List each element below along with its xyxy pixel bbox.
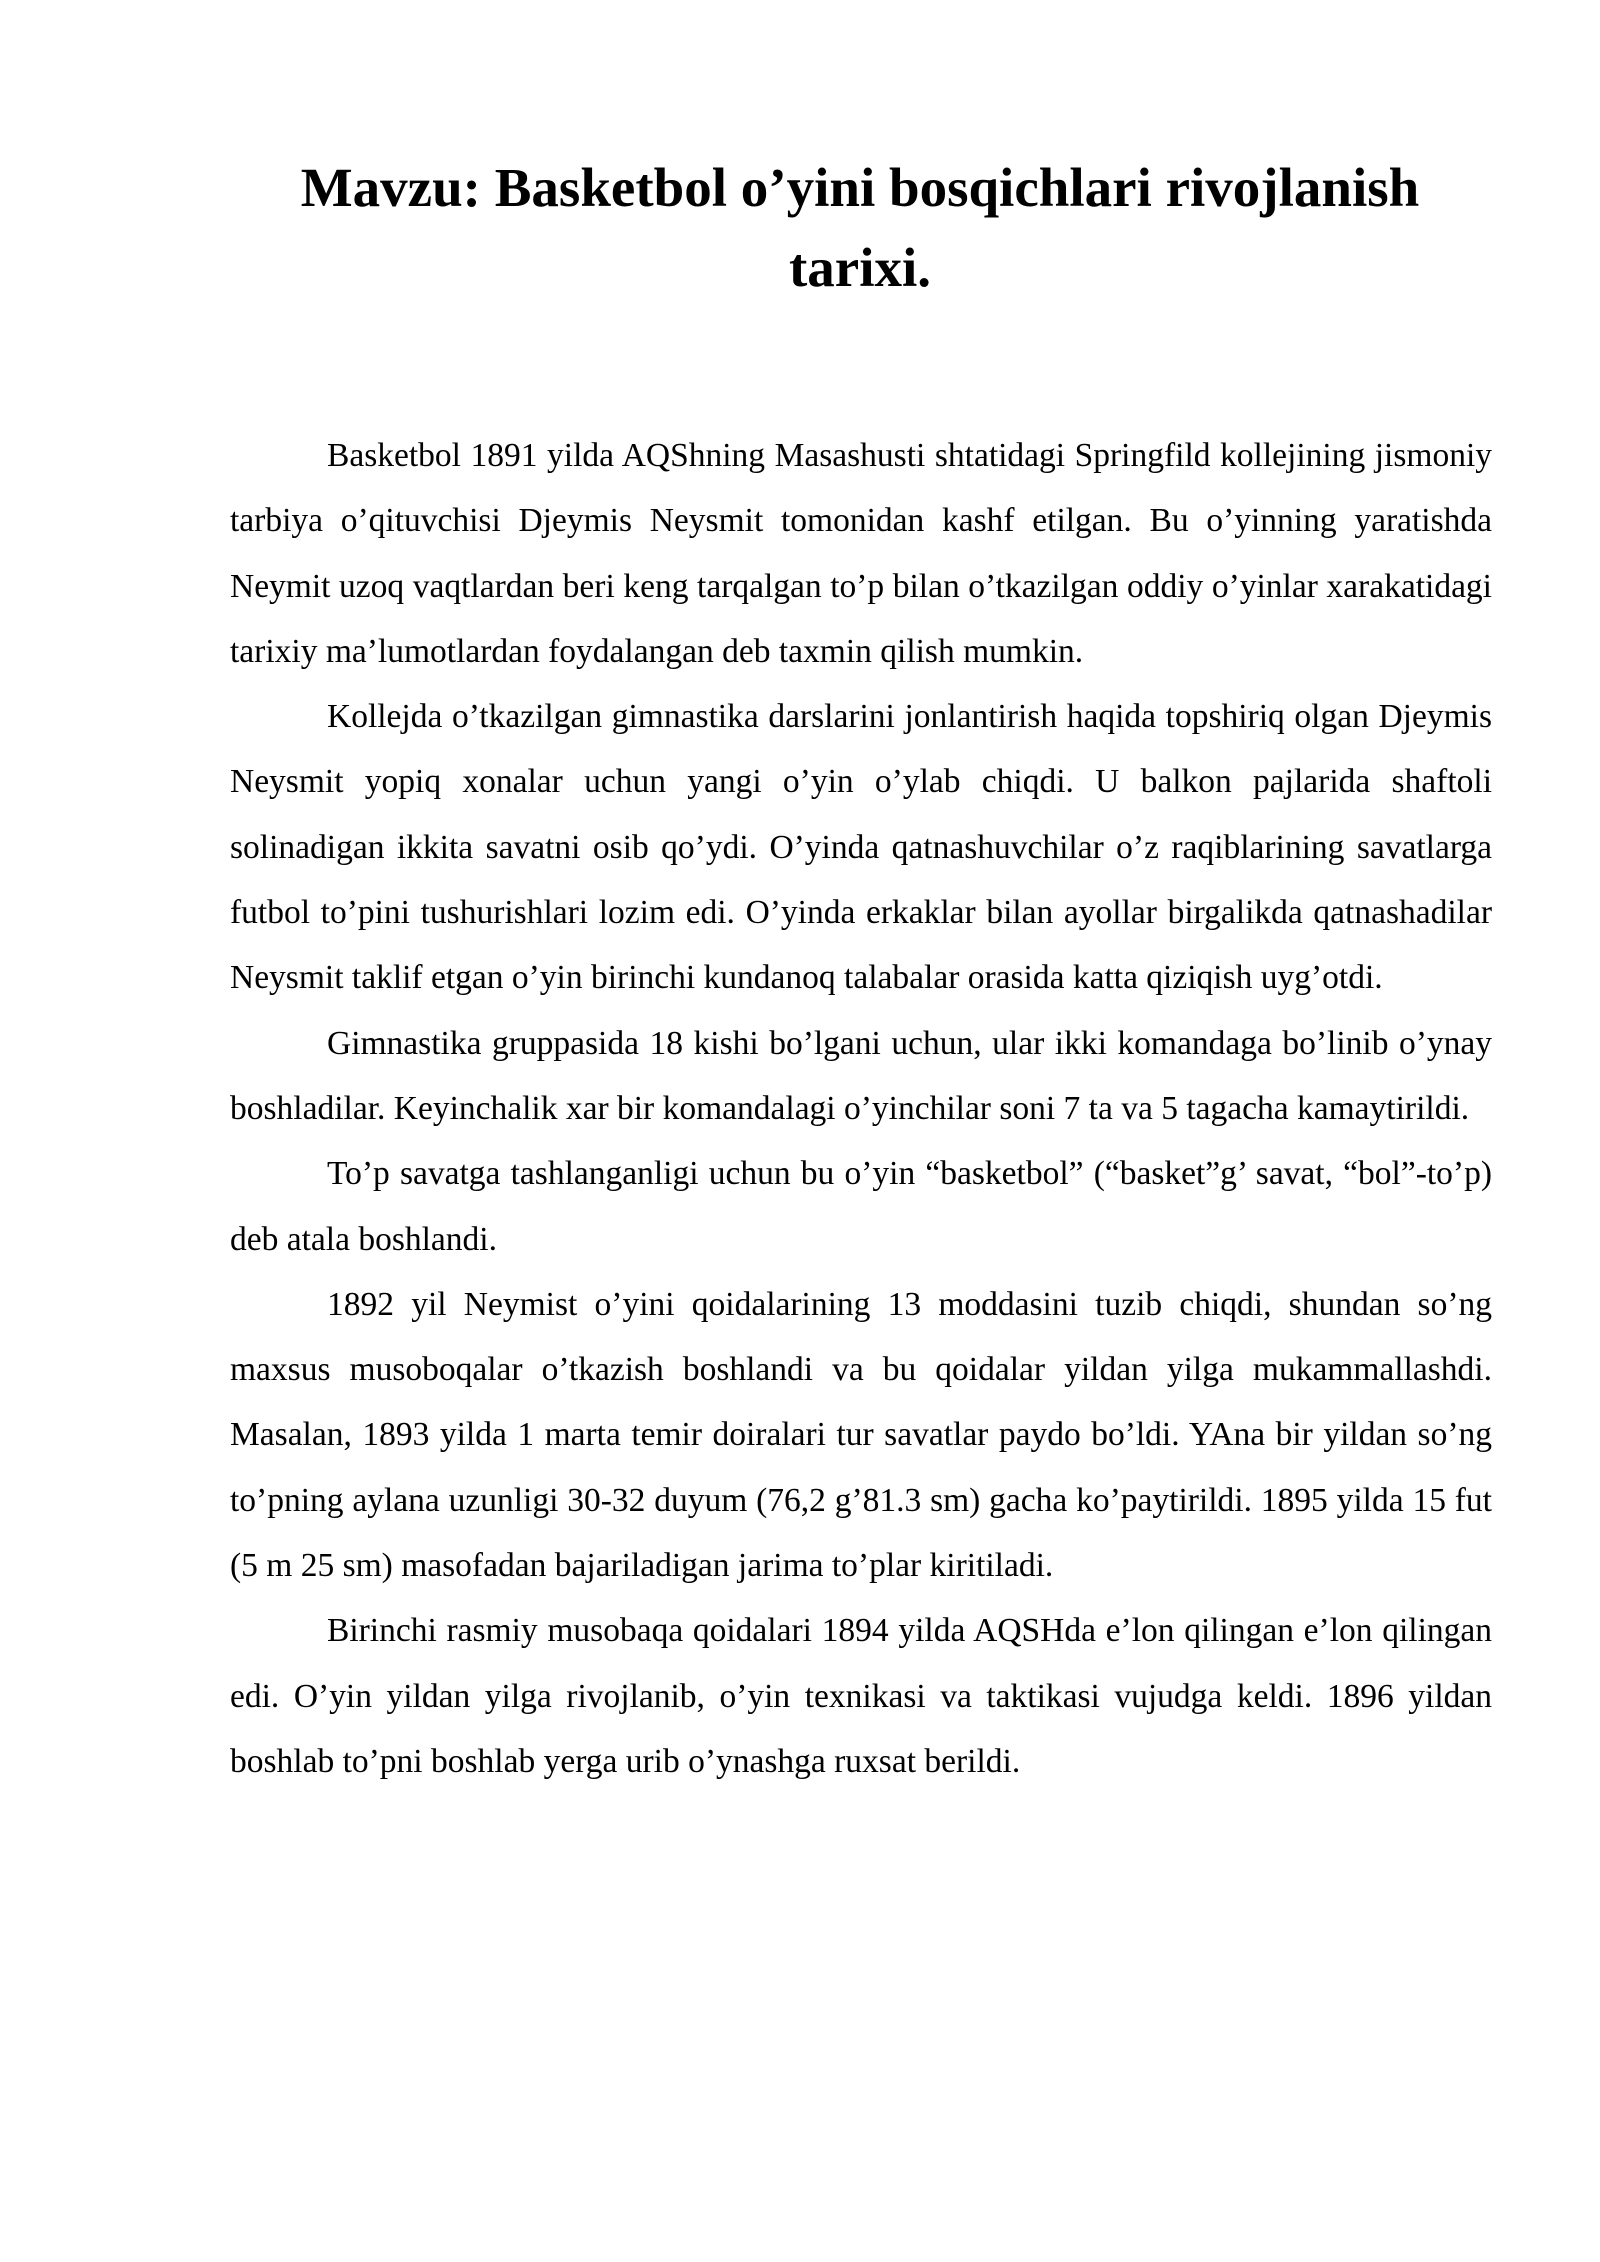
paragraph-1: Basketbol 1891 yilda AQShning Masashusti shtatidagi Springfild kollejining jismoniy tarbiya o’qituvchisi Djeymis Neysmit tomonidan kashf etilgan. Bu o’yinning yaratishda Neymit uzoq vaqtlardan beri keng tarqalgan to’p bilan o’tkazilgan oddiy o’yinlar xarakatidagi tarixiy ma’lumotlardan foydalangan deb taxmin qilish mumkin. <box>230 437 1492 670</box>
document-title: Mavzu: Basketbol o’yini bosqichlari rivojlanish tarixi. <box>300 157 1420 298</box>
document-body <box>230 423 1492 1794</box>
paragraph-2: Kollejda o’tkazilgan gimnastika darslarini jonlantirish haqida topshiriq olgan Djeymis Neysmit yopiq xonalar uchun yangi o’yin o’ylab chiqdi. U balkon pajlarida shaftoli solinadigan ikkita savatni osib qo’ydi. O’yinda qatnashuvchilar o’z raqiblarining savatlarga futbol to’pini tushurishlari lozim edi. O’yinda erkaklar bilan ayollar birgalikda qatnashadilar Neysmit taklif etgan o’yin birinchi kundanoq talabalar orasida katta qiziqish uyg’otdi. <box>230 698 1492 997</box>
paragraph-5: 1892 yil Neymist o’yini qoidalarining 13 moddasini tuzib chiqdi, shundan so’ng maxsus musoboqalar o’tkazish boshlandi va bu qoidalar yildan yilga mukammallashdi. Masalan, 1893 yilda 1 marta temir doiralari tur savatlar paydo bo’ldi. YAna bir yildan so’ng to’pning aylana uzunligi 30-32 duyum (76,2 g’81.3 sm) gacha ko’paytirildi. 1895 yilda 15 fut (5 m 25 sm) masofadan bajariladigan jarima to’plar kiritiladi. <box>230 1285 1492 1585</box>
paragraph-4: To’p savatga tashlanganligi uchun bu o’yin “basketbol” (“basket”g’ savat, “bol”-to’p) deb atala boshlandi. <box>230 1155 1492 1258</box>
paragraph-6: Birinchi rasmiy musobaqa qoidalari 1894 yilda AQSHda e’lon qilingan e’lon qilingan edi. O’yin yildan yilga rivojlanib, o’yin texnikasi va taktikasi vujudga keldi. 1896 yildan boshlab to’pni boshlab yerga urib o’ynashga ruxsat berildi. <box>230 1612 1492 1780</box>
paragraph-3: Gimnastika gruppasida 18 kishi bo’lgani uchun, ular ikki komandaga bo’linib o’ynay boshladilar. Keyinchalik xar bir komandalagi o’yinchilar soni 7 ta va 5 tagacha kamaytirildi. <box>230 1024 1492 1127</box>
